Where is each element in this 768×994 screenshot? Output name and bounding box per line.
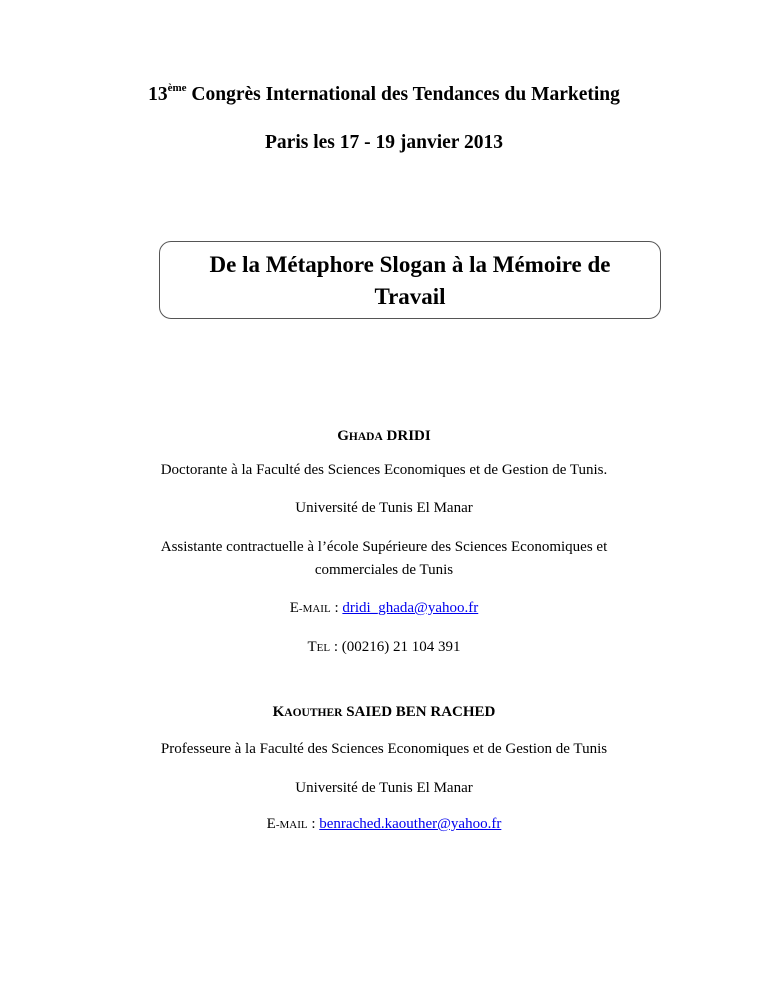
author-2-last-name: SAIED BEN RACHED [346,704,496,720]
author-2-email-link[interactable]: benrached.kaouther@yahoo.fr [319,816,502,832]
author-1-tel-label-initial: T [307,639,317,655]
author-2-first-initial: K [272,704,285,720]
author-2-name [0,704,768,721]
author-1-tel-label-rest: EL [316,642,331,654]
author-2-email-label-rest: -MAIL [275,819,308,831]
author-1-email-link[interactable]: dridi_ghada@yahoo.fr [342,600,479,616]
author-2-affiliation-1: Professeure à la Faculté des Sciences Economiques et de Gestion de Tunis [160,741,608,757]
author-1-tel-value: (00216) 21 104 391 [341,639,461,655]
author-2-email-line [0,816,768,833]
author-1-affiliation-3-line-1: Assistante contractuelle à l’école Supérieure des Sciences Economiques et [160,539,608,555]
author-1-tel-line [0,639,768,656]
conference-date: Paris les 17 - 19 janvier 2013 [265,132,503,153]
author-1-first-rest: HADA [348,431,383,443]
conference-number-suffix: ème [167,82,187,94]
conference-name: Congrès International des Tendances du Marketing [191,84,620,105]
author-2-affiliation-2: Université de Tunis El Manar [295,780,473,796]
author-1-affiliation-2: Université de Tunis El Manar [295,500,473,516]
author-1-email-label-initial: E [289,600,299,616]
paper-title-line-2: Travail [374,284,446,309]
author-2-email-separator: : [307,816,320,832]
conference-title [0,84,768,106]
paper-title-box [159,241,661,319]
author-2-email-label-initial: E [266,816,276,832]
author-1-email-separator: : [330,600,343,616]
author-1-email-line [0,600,768,617]
author-1-affiliation-3-line-2: commerciales de Tunis [314,562,454,578]
author-1-first-initial: G [337,428,349,444]
author-1-last-name: DRIDI [386,428,431,444]
author-1-affiliation-1: Doctorante à la Faculté des Sciences Economiques et de Gestion de Tunis. [160,462,608,478]
author-1-email-label-rest: -MAIL [298,603,331,615]
conference-number: 13 [148,84,168,105]
author-1-tel-separator: : [330,639,342,655]
author-2-first-rest: AOUTHER [284,707,343,719]
author-1-name [0,428,768,445]
paper-title-line-1: De la Métaphore Slogan à la Mémoire de [209,252,611,277]
